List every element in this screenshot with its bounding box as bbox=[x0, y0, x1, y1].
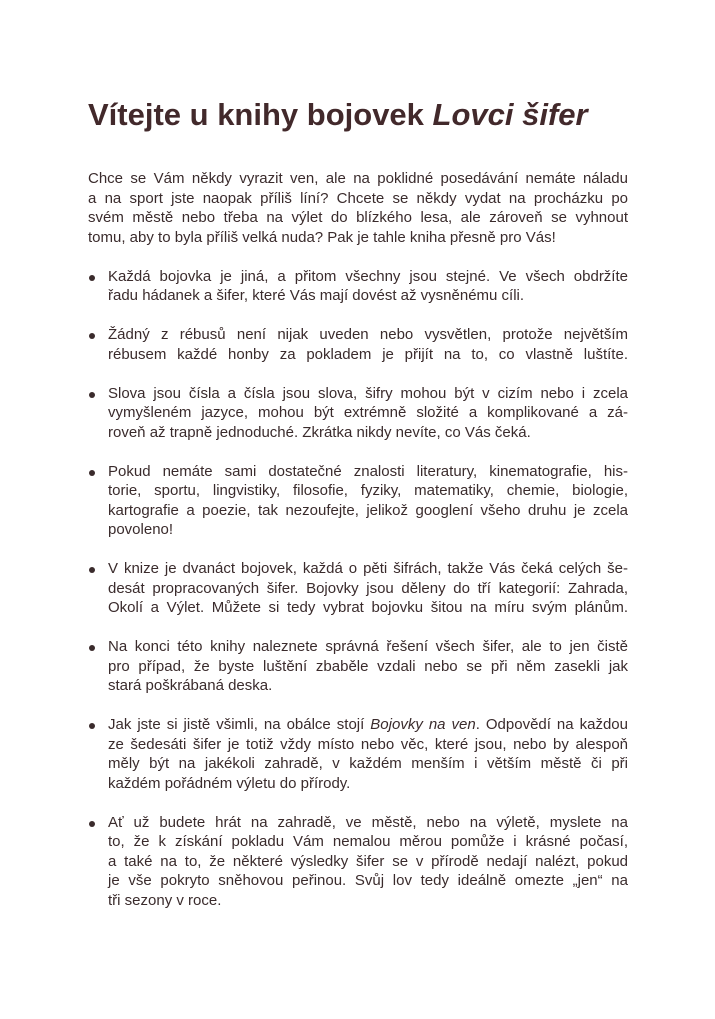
text-line: pro případ, že byste luštění zbaběle vzdali nebo se při něm zasekli jak bbox=[108, 657, 628, 675]
text-line: povoleno! bbox=[108, 521, 174, 538]
text-line: torie, sportu, lingvistiky, filosofie, fyziky, matematiky, chemie, biologie, bbox=[108, 482, 628, 499]
text-line: Okolí a Výlet. Můžete si tedy vybrat bojovku šitou na míru svým plánům. bbox=[108, 599, 628, 616]
text-line: svém městě nebo třeba na výlet do blízkého lesa, ale zároveň se vyhnout bbox=[88, 209, 628, 226]
bullet-icon bbox=[89, 723, 95, 729]
bullet-icon bbox=[89, 567, 95, 573]
bullet-item bbox=[88, 267, 628, 306]
bullet-item bbox=[88, 462, 628, 540]
text-segment: Jak jste si jistě všimli, na obálce stojí bbox=[108, 716, 371, 733]
text-line: Žádný z rébusů není nijak uveden nebo vysvětlen, protože největším bbox=[108, 326, 628, 343]
text-line: Slova jsou čísla a čísla jsou slova, šifry mohou být v cizím nebo i zcela bbox=[108, 384, 628, 402]
text-line: řadu hádanek a šifer, které Vás mají dovést až vysněnému cíli. bbox=[108, 287, 525, 304]
text-line: je vše pokryto sněhovou peřinou. Svůj lov tedy ideálně omezte „jen“ na bbox=[108, 872, 628, 889]
text-line: roveň až trapně jednoduché. Zkrátka nikdy nevíte, co Vás čeká. bbox=[108, 423, 531, 441]
page-title-text: Vítejte u knihy bojovek bbox=[88, 97, 433, 132]
text-line: kartografie a poezie, tak nezoufejte, jelikož googlení všeho druhu je zcela bbox=[108, 501, 628, 519]
bullet-item bbox=[88, 325, 628, 364]
bullet-list bbox=[88, 267, 628, 911]
text-line: každém pořádném výletu do přírody. bbox=[108, 774, 351, 792]
bullet-item bbox=[88, 637, 628, 696]
text-line: a také na to, že některé výsledky šifer se v přírodě nedají nalézt, pokud bbox=[108, 852, 628, 870]
bullet-item bbox=[88, 384, 628, 443]
text-line: V knize je dvanáct bojovek, každá o pěti šifrách, takže Vás čeká celých še- bbox=[108, 560, 628, 577]
page-title bbox=[88, 96, 588, 134]
text-line: desát propracovaných šifer. Bojovky jsou děleny do tří kategorií: Zahrada, bbox=[108, 579, 628, 597]
text-line: a na sport jste naopak příliš líní? Chcete se někdy vydat na procházku po bbox=[88, 189, 628, 207]
text-line: měly být na jakékoli zahradě, v každém menším i větším městě či při bbox=[108, 755, 628, 772]
text-line: Pokud nemáte sami dostatečné znalosti literatury, kinematografie, his- bbox=[108, 462, 628, 480]
text-line: Každá bojovka je jiná, a přitom všechny jsou stejné. Ve všech obdržíte bbox=[108, 267, 628, 285]
text-line: vymyšleném jazyce, mohou být extrémně složité a komplikované a zá- bbox=[108, 404, 628, 421]
text-segment: . Odpovědí na každou bbox=[475, 716, 628, 733]
bullet-icon bbox=[89, 645, 95, 651]
bullet-icon bbox=[89, 470, 95, 476]
text-line: Na konci této knihy naleznete správná řešení všech šifer, ale to jen čistě bbox=[108, 638, 628, 655]
text-line: to, že k získání pokladu Vám nemalou měrou pomůže i krásné počasí, bbox=[108, 833, 628, 850]
bullet-icon bbox=[89, 275, 95, 281]
text-line: Ať už budete hrát na zahradě, ve městě, nebo na výletě, myslete na bbox=[108, 813, 628, 831]
text-line: ze šedesáti šifer je totiž vždy místo nebo věc, které jsou, nebo by alespoň bbox=[108, 735, 628, 753]
bullet-item bbox=[88, 715, 628, 793]
bullet-item bbox=[88, 813, 628, 911]
page-title-book-name: Lovci šifer bbox=[432, 97, 588, 132]
page-body bbox=[88, 169, 628, 930]
bullet-item bbox=[88, 559, 628, 618]
text-line: rébusem každé honby za pokladem je přijít na to, co vlastně luštíte. bbox=[108, 345, 628, 363]
intro-paragraph bbox=[88, 169, 628, 247]
text-line: stará poškrábaná deska. bbox=[108, 677, 273, 694]
text-line: Chce se Vám někdy vyrazit ven, ale na poklidné posedávání nemáte náladu bbox=[88, 170, 628, 187]
bullet-icon bbox=[89, 821, 95, 827]
text-line: tři sezony v roce. bbox=[108, 891, 222, 909]
bullet-icon bbox=[89, 333, 95, 339]
italic-book-title: Bojovky na ven bbox=[370, 716, 476, 733]
bullet-icon bbox=[89, 392, 95, 398]
text-line: tomu, aby to byla příliš velká nuda? Pak je tahle kniha přesně pro Vás! bbox=[88, 228, 556, 246]
text-line bbox=[108, 715, 628, 735]
